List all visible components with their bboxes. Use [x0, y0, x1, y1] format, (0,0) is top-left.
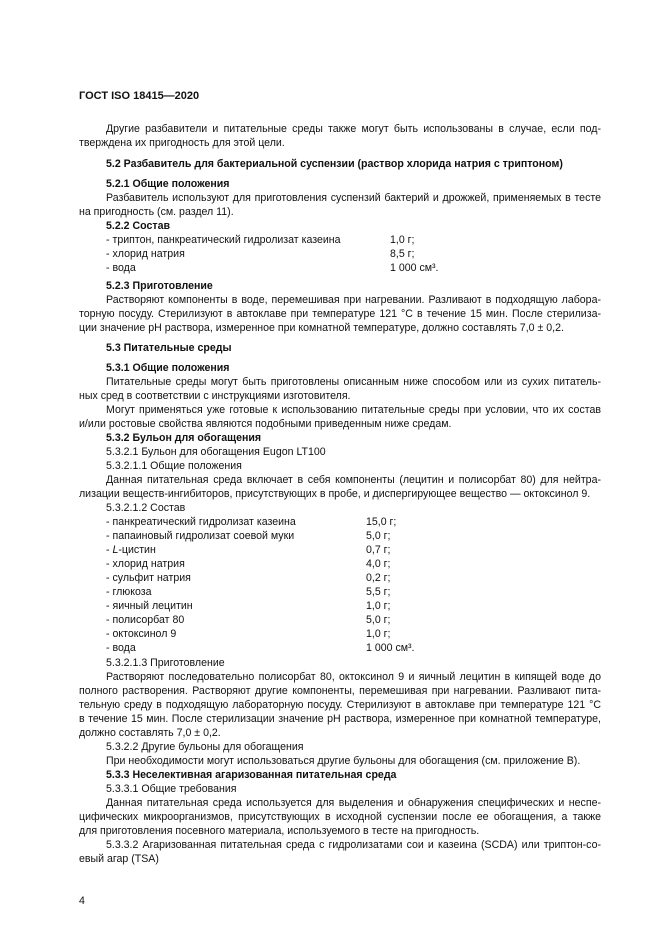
paragraph-line: ных сред в соответствии с инструкциями изготовителя. — [79, 390, 351, 402]
composition-amount: 5,0 г; — [366, 530, 391, 542]
section-heading-5-2-3: 5.2.3 Приготовление — [106, 280, 213, 292]
paragraph-line: 5.3.3.2 Агаризованная питательная среда с гидролизатами сои и казеина (SCDA) или триптон-со- — [106, 839, 601, 851]
item-name: -цистин — [118, 544, 156, 556]
composition-item — [106, 543, 356, 557]
composition-amount: 1,0 г; — [390, 234, 415, 246]
paragraph-line: евый агар (TSA) — [79, 853, 159, 865]
composition-item: - вода — [106, 642, 136, 654]
paragraph-line: полного растворения. Растворяют другие компоненты, перемешивая при нагревании. Разливают пита- — [79, 685, 601, 697]
list-dash: - — [106, 544, 113, 556]
composition-item: - триптон, панкреатический гидролизат казеина — [106, 234, 341, 246]
composition-item: - сульфит натрия — [106, 572, 191, 584]
composition-amount: 5,0 г; — [366, 614, 391, 626]
paragraph-line: в течение 15 мин. После стерилизации значение pH раствора, измеренное при комнатной температуре, — [79, 713, 601, 725]
page-number: 4 — [79, 895, 85, 907]
subsection-heading: 5.3.2.1 Бульон для обогащения Eugon LT100 — [106, 446, 326, 458]
composition-amount: 0,2 г; — [366, 572, 391, 584]
composition-item: - хлорид натрия — [106, 248, 185, 260]
composition-amount: 1 000 см³. — [366, 642, 415, 654]
subsection-heading: 5.3.2.1.1 Общие положения — [106, 460, 242, 472]
subsection-heading: 5.3.2.2 Другие бульоны для обогащения — [106, 741, 304, 753]
paragraph-line: лизации веществ-ингибиторов, присутствующих в пробе, и диспергирующее вещество — октоксинол 9. — [79, 488, 591, 500]
paragraph-line: тверждена их пригодность для этой цели. — [79, 137, 285, 149]
paragraph-line: Другие разбавители и питательные среды также могут быть использованы в случае, если под- — [106, 123, 601, 135]
paragraph-line: ции значение pH раствора, измеренное при комнатной температуре, должно составлять 7,0 ± 0,2. — [79, 322, 564, 334]
section-heading-5-2-2: 5.2.2 Состав — [106, 220, 170, 232]
paragraph-line: цифических микроорганизмов, присутствующих в исходной суспензии после ее обогащения, а также — [79, 811, 601, 823]
composition-item: - октоксинол 9 — [106, 628, 177, 640]
section-heading-5-3-2: 5.3.2 Бульон для обогащения — [106, 432, 262, 444]
composition-item: - полисорбат 80 — [106, 614, 185, 626]
paragraph-line: на пригодность (см. раздел 11). — [79, 206, 234, 218]
italic-prefix: L — [112, 544, 119, 556]
composition-amount: 1 000 см³. — [390, 262, 439, 274]
composition-amount: 4,0 г; — [366, 558, 391, 570]
composition-amount: 1,0 г; — [366, 628, 391, 640]
paragraph-line: Данная питательная среда используется для выделения и обнаружения специфических и неспе- — [106, 797, 601, 809]
composition-item: - папаиновый гидролизат соевой муки — [106, 530, 295, 542]
paragraph-line: тельную среду в подходящую лабораторную посуду. Стерилизуют в автоклаве при температуре 121 °C — [79, 699, 601, 711]
section-heading-5-2-1: 5.2.1 Общие положения — [106, 178, 230, 190]
paragraph-line: и/или ростовые свойства являются подобными приведенным ниже средам. — [79, 418, 452, 430]
section-heading-5-3-1: 5.3.1 Общие положения — [106, 362, 230, 374]
paragraph-line: Могут применяться уже готовые к использованию питательные среды при условии, что их состав — [106, 404, 601, 416]
paragraph-line: При необходимости могут использоваться другие бульоны для обогащения (см. приложение B). — [106, 755, 581, 767]
composition-amount: 5,5 г; — [366, 586, 391, 598]
composition-amount: 0,7 г; — [366, 544, 391, 556]
paragraph-line: торную посуду. Стерилизуют в автоклаве при температуре 121 °C в течение 15 мин. После стерилиза- — [79, 308, 601, 320]
paragraph-line: должно составлять 7,0 ± 0,2. — [79, 727, 221, 739]
subsection-heading: 5.3.2.1.3 Приготовление — [106, 657, 225, 669]
paragraph-line: для приготовления посевного материала, используемого в тесте на пригодность. — [79, 825, 480, 837]
composition-amount: 8,5 г; — [390, 248, 415, 260]
subsection-heading: 5.3.2.1.2 Состав — [106, 502, 186, 514]
composition-amount: 1,0 г; — [366, 600, 391, 612]
paragraph-line: Разбавитель используют для приготовления суспензий бактерий и дрожжей, применяемых в тесте — [106, 192, 601, 204]
paragraph-line: Растворяют компоненты в воде, перемешивая при нагревании. Разливают в подходящую лабора- — [106, 294, 601, 306]
subsection-heading: 5.3.3.1 Общие требования — [106, 783, 237, 795]
composition-item: - вода — [106, 262, 136, 274]
paragraph-line: Растворяют последовательно полисорбат 80, октоксинол 9 и яичный лецитин в кипящей воде до — [106, 671, 601, 683]
composition-item: - панкреатический гидролизат казеина — [106, 516, 296, 528]
composition-item: - глюкоза — [106, 586, 152, 598]
document-header: ГОСТ ISO 18415—2020 — [79, 90, 200, 102]
composition-amount: 15,0 г; — [366, 516, 397, 528]
composition-item: - хлорид натрия — [106, 558, 185, 570]
section-heading-5-2: 5.2 Разбавитель для бактериальной суспензии (раствор хлорида натрия с триптоном) — [106, 158, 563, 170]
paragraph-line: Данная питательная среда включает в себя компоненты (лецитин и полисорбат 80) для нейтра- — [106, 474, 601, 486]
composition-item: - яичный лецитин — [106, 600, 193, 612]
paragraph-line: Питательные среды могут быть приготовлены описанным ниже способом или из сухих питатель- — [106, 376, 601, 388]
section-heading-5-3-3: 5.3.3 Неселективная агаризованная питательная среда — [106, 769, 397, 781]
section-heading-5-3: 5.3 Питательные среды — [106, 342, 232, 354]
